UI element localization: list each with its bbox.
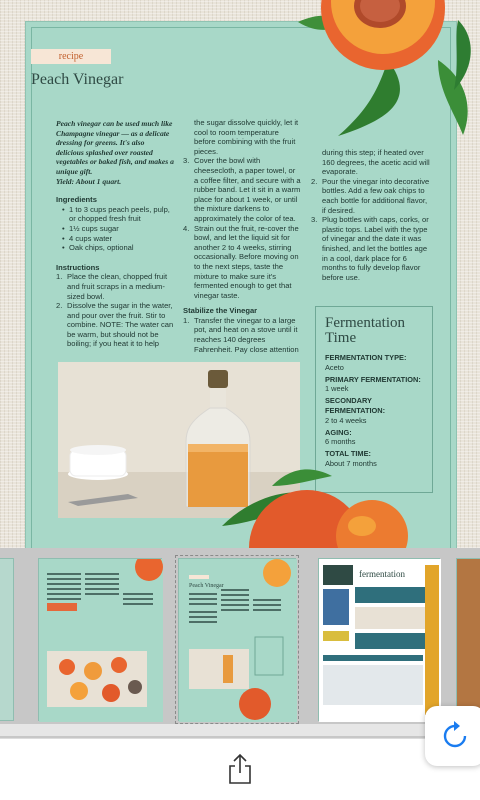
column-2 [183, 118, 301, 354]
stabilize-heading: Stabilize the Vinegar [183, 306, 258, 316]
thumbnail-2-preview [39, 559, 163, 722]
thumbnail-4-preview [319, 559, 441, 722]
ferm-value: Aceto [325, 362, 344, 372]
ingredient-item: • 1½ cups sugar [62, 224, 174, 234]
page-thumbnail-strip[interactable] [0, 548, 480, 738]
fermentation-time-box [315, 306, 433, 493]
instruction-step [56, 272, 174, 301]
step-number: 4. [183, 223, 190, 233]
ingredient-item: • 4 cups water [62, 234, 174, 244]
step-text: Dissolve the sugar in the water, and pour over the fruit. Stir to combine. NOTE: The water can be warm, but should not be boiling; if you heat it to help [67, 301, 174, 349]
thumbnail-rail [0, 724, 480, 736]
step-text: Place the clean, chopped fruit and fruit scraps in a medium-sized bowl. [67, 272, 168, 301]
ferm-key: SECONDARY FERMENTATION: [325, 396, 386, 415]
instruction-step [311, 215, 433, 282]
recipe-tag: recipe [31, 49, 111, 64]
peach-bottom-image [212, 466, 412, 548]
rotate-button[interactable] [425, 706, 480, 766]
ferm-value: About 7 months [325, 458, 377, 468]
instruction-step [183, 316, 301, 354]
page-thumbnail-2[interactable] [38, 558, 162, 721]
instruction-step [183, 156, 301, 223]
step-number: 3. [183, 156, 190, 166]
ferm-value: 2 to 4 weeks [325, 415, 367, 425]
step-text: Cover the bowl with cheesecloth, a paper towel, or a coffee filter, and secure with a rubber band. Let it sit in a warm place for about 1 week, or until the mixture darkens to approximately the color of tea. [194, 156, 301, 223]
page-thumbnail-4[interactable] [318, 558, 440, 721]
step-text: Plug bottles with caps, corks, or plastic tops. Label with the type of vinegar and the date it was finished, and let the bottles age in a cool, dark place for 6 months to fully develop flavor before use. [322, 215, 429, 282]
stabilize-list-continued [311, 177, 433, 283]
step-text: Transfer the vinegar to a large pot, and heat on a stove until it reaches 140 degrees Fahrenheit. Pay close attention [194, 315, 299, 354]
page-thumbnail-1[interactable] [0, 558, 14, 721]
column-1 [56, 119, 174, 349]
fermentation-title: Fermentation Time [325, 315, 405, 346]
column-3 [311, 148, 433, 282]
thumbnail-4-magazine-title: fermentation [359, 569, 405, 579]
ingredients-heading: Ingredients [56, 195, 97, 205]
ferm-key: PRIMARY FERMENTATION: [325, 374, 421, 384]
step-number: 2. [56, 301, 63, 311]
thumbnail-3-title: Peach Vinegar [189, 583, 224, 589]
instructions-heading: Instructions [56, 262, 100, 272]
stabilize-list [183, 316, 301, 354]
step-number: 1. [56, 272, 63, 282]
instructions-list-continued [183, 156, 301, 300]
page-thumbnail-5[interactable] [456, 558, 480, 721]
thumbnail-3-preview [179, 559, 297, 722]
instruction-step [56, 301, 174, 349]
ingredients-list [62, 205, 174, 253]
ferm-key: TOTAL TIME: [325, 449, 371, 459]
recipe-intro: Peach vinegar can be used much like Champagne vinegar — as a delicate dressing for greens. It's also delicious splashed over roasted vegetables or baked fish, and makes a unique gift. [56, 119, 174, 176]
col2-lead: the sugar dissolve quickly, let it cool to room temperature before combining with the fruit pieces. [194, 118, 299, 156]
rotate-icon [438, 719, 472, 753]
instruction-step [311, 177, 433, 215]
recipe-title: Peach Vinegar [31, 71, 124, 88]
recipe-yield: Yield: About 1 quart. [56, 176, 122, 186]
instructions-list [56, 272, 174, 349]
instruction-step [183, 224, 301, 301]
bottom-toolbar [0, 738, 480, 800]
step-text: Strain out the fruit, re-cover the bowl, and let the liquid sit for another 2 to 4 weeks, stirring occasionally. Before moving on to the next steps, taste the mixture to make sure it's fermented enough to get that vinegar taste. [194, 223, 299, 300]
ingredient-item: • Oak chips, optional [62, 243, 174, 253]
share-button[interactable] [226, 753, 254, 785]
ferm-value: 1 week [325, 384, 349, 394]
step-number: 2. [311, 176, 318, 186]
ferm-key: FERMENTATION TYPE: [325, 353, 407, 362]
ferm-value: 6 months [325, 437, 356, 447]
page-thumbnail-3-selected[interactable] [178, 558, 296, 721]
ferm-key: AGING: [325, 427, 352, 437]
step-text: Pour the vinegar into decorative bottles. Add a few oak chips to each bottle for additional flavor, if desired. [322, 176, 430, 215]
step-number: 1. [183, 315, 190, 325]
share-icon [226, 753, 254, 785]
col3-lead: during this step; if heated over 160 degrees, the acetic acid will evaporate. [322, 148, 430, 177]
ingredient-item: • 1 to 3 cups peach peels, pulp, or chopped fresh fruit [62, 205, 174, 224]
step-number: 3. [311, 215, 318, 225]
